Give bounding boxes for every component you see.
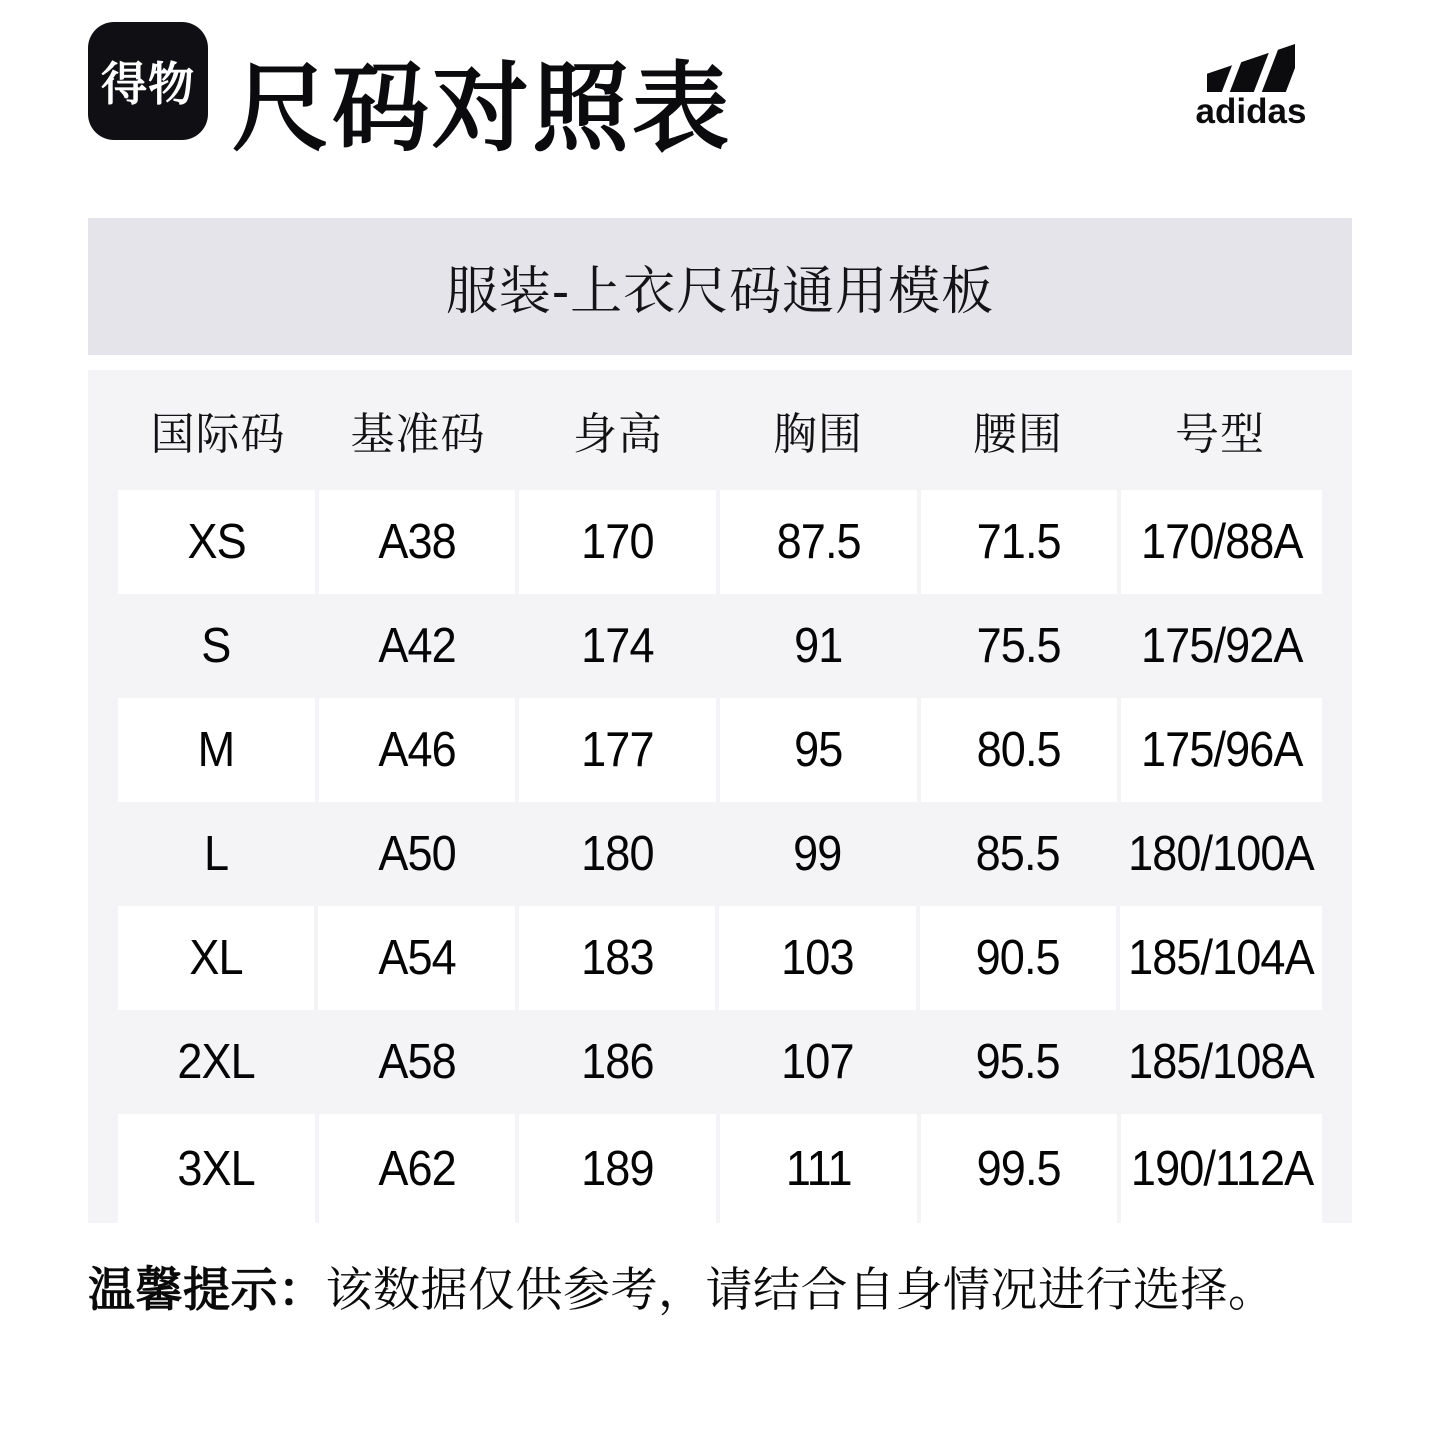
top-header [0, 0, 1440, 218]
table-cell: 85.5 [975, 827, 1061, 881]
table-cell: 75.5 [976, 619, 1062, 673]
table-cell: 91 [794, 619, 843, 673]
table-cell: A42 [378, 619, 456, 673]
table-cell: 170 [519, 490, 716, 594]
table-cell: S [201, 619, 231, 673]
table-cell: XL [118, 906, 314, 1010]
table-cell: 107 [781, 1035, 854, 1089]
adidas-logo [1184, 44, 1318, 129]
table-cell: A62 [319, 1114, 516, 1223]
table-cell: 3XL [118, 1114, 315, 1223]
table-cell: 180 [580, 827, 654, 881]
table-cell: A58 [377, 1035, 456, 1089]
table-header-cell: 号型 [1175, 410, 1265, 459]
table-row [118, 490, 1322, 594]
table-cell: 80.5 [921, 698, 1118, 802]
table-row [118, 802, 1322, 906]
table-row [118, 1114, 1322, 1223]
table-cell: 186 [580, 1035, 654, 1089]
adidas-wordmark: adidas [1195, 92, 1307, 131]
table-cell: 183 [519, 906, 715, 1010]
adidas-stripe [1262, 44, 1304, 92]
table-cell: 180/100A [1128, 827, 1314, 881]
table-cell: M [118, 698, 315, 802]
table-cell: A38 [319, 490, 516, 594]
table-cell: 95 [720, 698, 917, 802]
table-cell: 189 [519, 1114, 716, 1223]
table-cell: 90.5 [920, 906, 1116, 1010]
page-title: 尺码对照表 [232, 54, 732, 163]
table-row [118, 1010, 1322, 1114]
table-cell: 99 [793, 827, 842, 881]
table-cell: 185/104A [1120, 906, 1322, 1010]
table-cell: 95.5 [975, 1035, 1061, 1089]
template-banner [88, 218, 1352, 355]
table-cell: L [204, 827, 229, 881]
notice-text [88, 1253, 1352, 1320]
table-cell: A54 [318, 906, 514, 1010]
notice-body: 该数据仅供参考，请结合自身情况进行选择。 [325, 1263, 1276, 1316]
table-cell: XS [118, 490, 315, 594]
table-cell: A46 [319, 698, 516, 802]
table-header-cell: 国际码 [150, 410, 286, 459]
table-header-cell: 基准码 [350, 410, 486, 459]
table-header-row [118, 370, 1322, 490]
dewu-logo-text: 得物 [101, 58, 195, 110]
table-row [118, 906, 1322, 1010]
table-cell: 185/108A [1128, 1035, 1314, 1089]
size-table [88, 370, 1352, 1223]
table-cell: 190/112A [1121, 1114, 1322, 1223]
dewu-logo [88, 22, 208, 140]
table-cell: 175/96A [1121, 698, 1322, 802]
table-cell: 177 [519, 698, 716, 802]
table-body [118, 490, 1322, 1223]
table-cell: 103 [719, 906, 915, 1010]
table-row [118, 698, 1322, 802]
notice-label: 温馨提示： [88, 1263, 326, 1316]
table-cell: 71.5 [921, 490, 1118, 594]
template-banner-label: 服装-上衣尺码通用模板 [445, 263, 995, 321]
adidas-three-stripes-icon [1207, 44, 1295, 92]
table-cell: 111 [720, 1114, 917, 1223]
table-header-cell: 身高 [573, 410, 663, 459]
table-cell: A50 [377, 827, 456, 881]
table-cell: 99.5 [921, 1114, 1118, 1223]
table-row [118, 594, 1322, 698]
table-cell: 175/92A [1140, 619, 1303, 673]
table-cell: 87.5 [720, 490, 917, 594]
table-header-cell: 腰围 [973, 410, 1063, 459]
table-cell: 174 [581, 619, 654, 673]
table-header-cell: 胸围 [773, 410, 863, 459]
table-cell: 170/88A [1121, 490, 1322, 594]
table-cell: 2XL [177, 1035, 255, 1089]
